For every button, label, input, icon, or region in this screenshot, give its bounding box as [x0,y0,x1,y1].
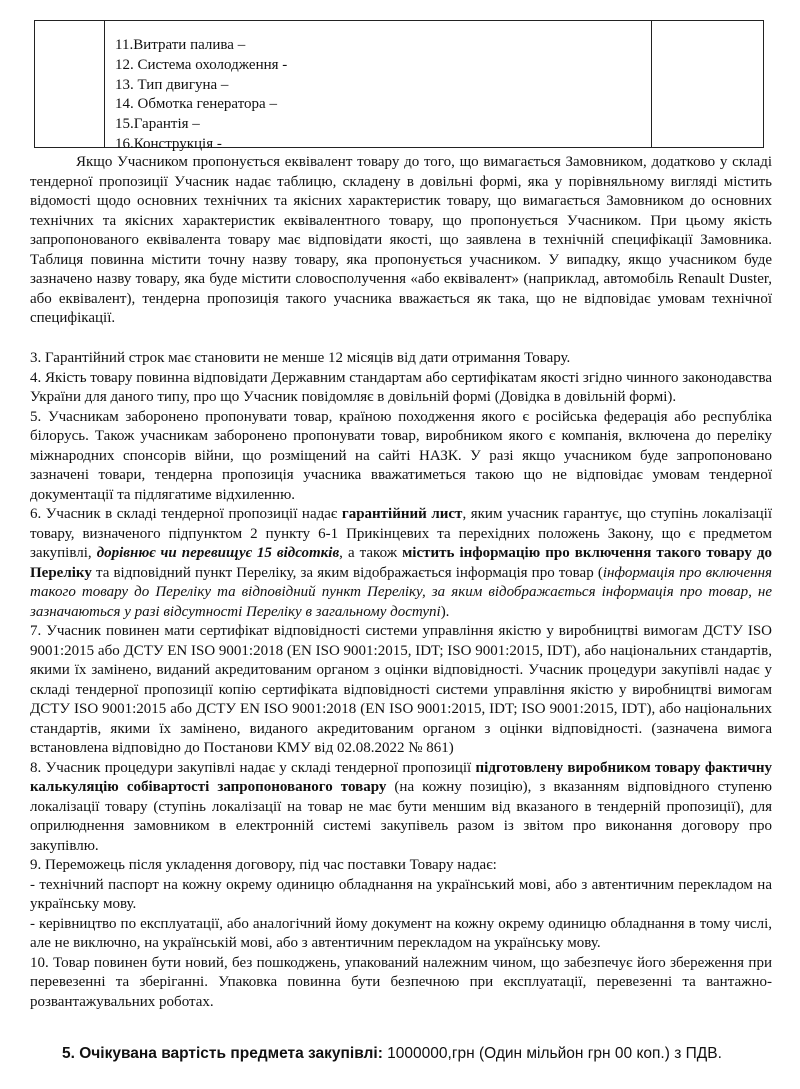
requirement-iso-certificate: 7. Учасник повинен мати сертифікат відповідності системи управління якістю у виробництві вимогам ДСТУ ISO 9001:2015 або ДСТУ EN ISO 9001:2018 (EN ISO 9001:2015, IDT; ISO 9001:2015, IDT), або національних стандартів, якими їх замінено, виданий акредитованим органом з оцінки відповідності. Учасник процедури закупівлі надає у складі тендерної пропозиції копію сертифіката відповідності системи управління якістю у виробництві вимогам ДСТУ ISO 9001:2015 або ДСТУ EN ISO 9001:2018 (EN ISO 9001:2015, IDT; ISO 9001:2015, IDT), або національних стандартів, якими їх замінено, виданого акредитованим органом з оцінки відповідності. (зазначена вимога встановлена відповідно до Постанови КМУ від 02.08.2022 № 861) [30,623,772,756]
requirement-origin: 5. Учасникам заборонено пропонувати товар, країною походження якого є російська федерація або республіка білорусь. Також учасникам заборонено пропонувати товар, виробником якого є компанія, включена до переліку міжнародних спонсорів війни, що розміщений на сайті НАЗК. У разі якщо учасником буде запропоновано зазначені товари, тендерна пропозиція учасника вважатиметься такою що не відповідає умовам тендерної документації та підлягатиме відхиленню. [30,408,772,503]
spec-item: 14. Обмотка генератора – [115,96,277,113]
expected-cost-value: 1000000,грн (Один мільйон грн 00 коп.) з ПДВ. [382,1045,722,1062]
requirement-cost-calculation: 8. Учасник процедури закупівлі надає у складі тендерної пропозиції підготовлену виробником товару фактичну калькуляцію собівартості запропонованого товару (на кожну позицію), з вказанням відповідного ступеню локалізації товару (ступінь локалізації на товар не має бути меншим від вказаного в тендерній пропозиції), для оприлюднення замовником в електронній системі закупівель разом із звітом про виконання договору про закупівлю. [30,759,773,854]
expected-cost [62,1045,722,1063]
requirement-delivery-docs: 9. Переможець після укладення договору, під час поставки Товару надає: [30,857,497,873]
spec-item: 13. Тип двигуна – [115,76,229,93]
spec-list [115,36,287,155]
table-number-column [35,21,105,147]
spec-item: 11.Витрати палива – [115,37,246,53]
spec-item: 15.Гарантія – [115,116,200,133]
spec-item: 16.Конструкція - [115,135,222,152]
expected-cost-label: 5. Очікувана вартість предмета закупівлі: [62,1045,383,1062]
requirement-packaging: 10. Товар повинен бути новий, без пошкоджень, упакований належним чином, що забезпечує його збереження при перевезенні та зберіганні. Упаковка повинна бути безпечною при експлуатації, перевезенні та вантажно-розвантажувальних роботах. [30,954,772,1010]
delivery-doc-passport: - технічний паспорт на кожну окрему одиницю обладнання на український мові, або з автентичним перекладом на українську мову. [30,876,772,912]
equivalent-paragraph: Якщо Учасником пропонується еквівалент товару до того, що вимагається Замовником, додатково у складі тендерної пропозиції Учасник надає таблицю, складену в довільні формі, яка у порівняльному вигляді містить відомості щодо основних технічних та якісних характеристик товару, що вимагається Замовником до основних технічних та якісних характеристик еквівалентного товару, що пропонується Учасником. При цьому якість запропонованого еквівалента товару має відповідати якості, що заявлена в технічній специфікації Замовника. Таблиця повинна містити точну назву товару, яка пропонується учасником. У випадку, якщо учасником буде зазначено назву товару, яка буде містити словосполучення «або еквівалент» (наприклад, автомобіль Renault Duster, або еквівалент), тендерна пропозиція такого учасника вважається як така, що не відповідає умовам технічної специфікації. [30,154,772,326]
spec-table [34,20,764,152]
table-value-column [651,21,763,147]
requirement-warranty: 3. Гарантійний строк має становити не менше 12 місяців від дати отримання Товару. [30,350,571,366]
spec-item: 12. Система охолодження - [115,56,288,73]
requirements-list [30,349,772,1012]
requirement-localization: 6. Учасник в складі тендерної пропозиції надає гарантійний лист, яким учасник гарантує, що ступінь локалізації товару, визначеного підпунктом 2 пункту 6-1 Прикінцевих та перехідних положень Закону, що є предметом закупівлі, дорівнює чи перевищує 15 відсотків, а також містить інформацію про включення такого товару до Переліку та відповідний пункт Переліку, за яким відображається інформація про товар (інформація про включення такого товару до Переліку та відповідний пункт Переліку, за яким відображається інформація про товар, не зазначаються у разі відсутності Переліку в загальному доступі). [30,506,772,620]
requirement-quality: 4. Якість товару повинна відповідати Державним стандартам або сертифікатам якості згідно чинного законодавства України для даного типу, про що Учасник повідомляє в довільній формі (Довідка в довільній формі). [30,369,772,405]
delivery-doc-manual: - керівництво по експлуатації, або аналогічний йому документ на кожну окрему одиницю обладнання в тому числі, але не виключно, на українській мові, або з автентичним перекладом на українську мову. [30,915,772,951]
